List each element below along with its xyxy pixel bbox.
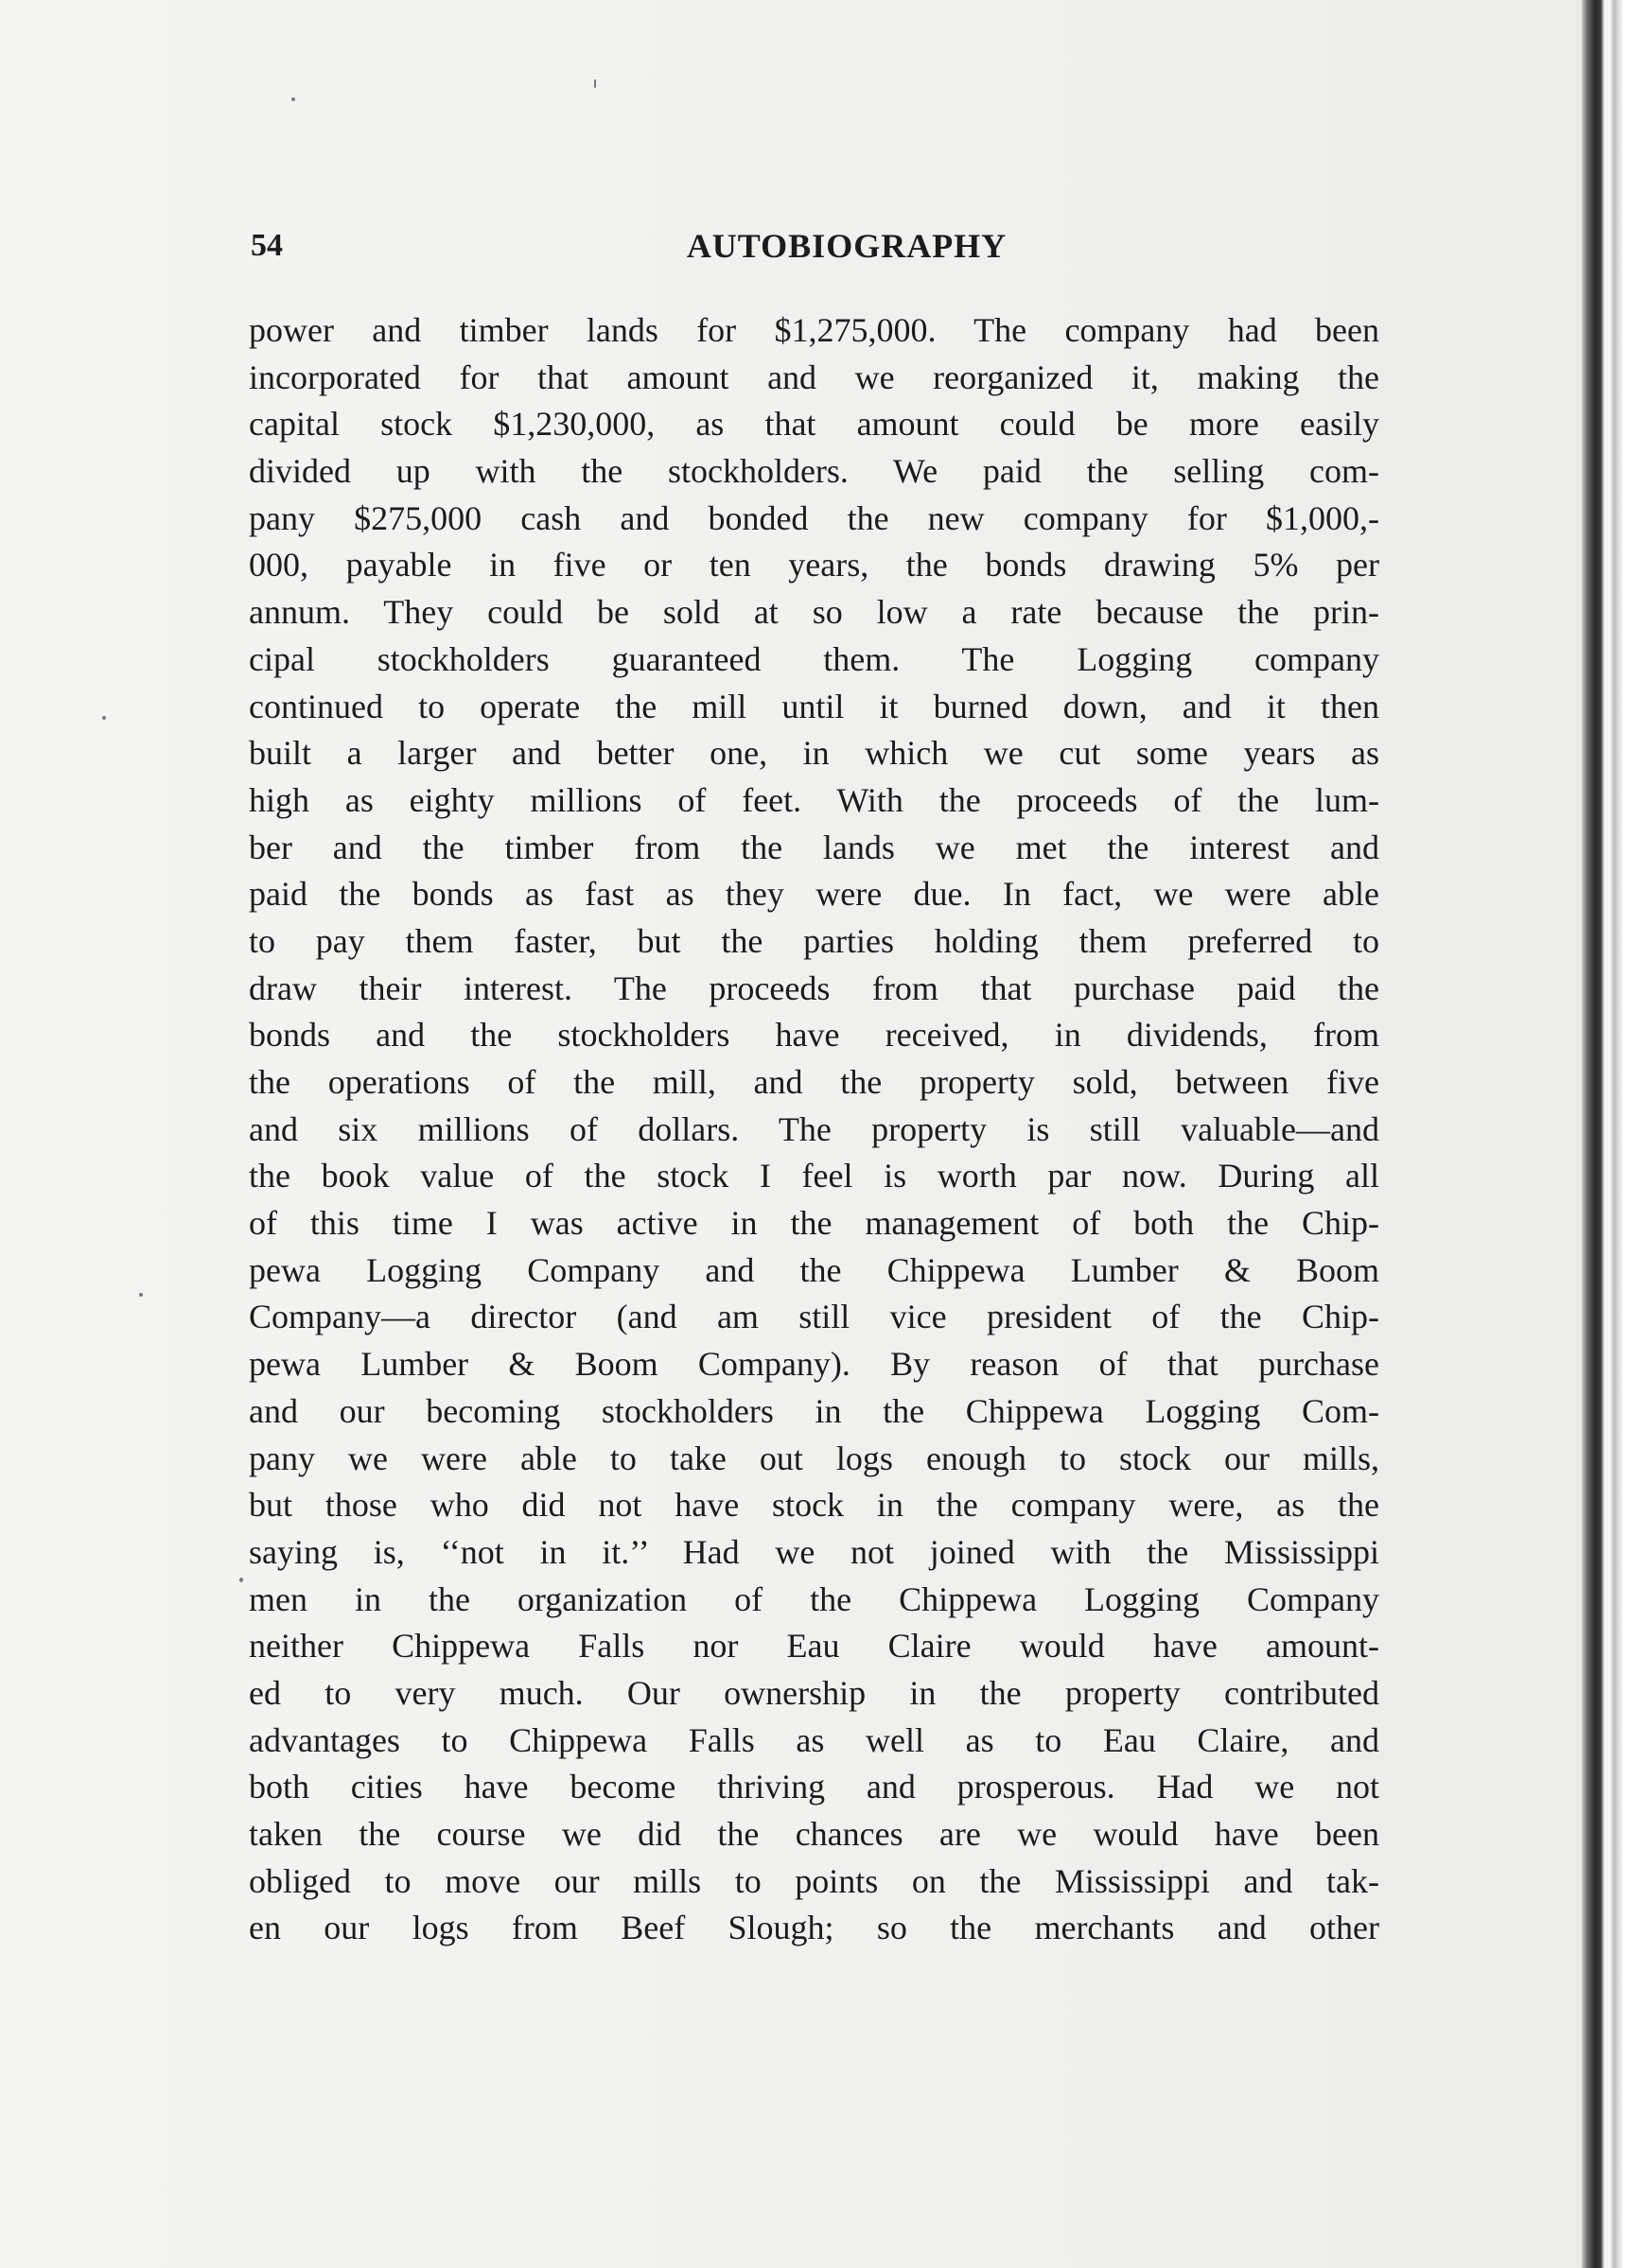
text-line: cipal stockholders guaranteed them. The Logging company <box>249 639 1379 678</box>
text-line: pewa Lumber & Boom Company). By reason of that purchase <box>249 1345 1379 1384</box>
text-line: annum. They could be sold at so low a rate because the prin- <box>249 593 1379 632</box>
text-line: divided up with the stockholders. We paid the selling com- <box>249 452 1379 491</box>
text-line: the book value of the stock I feel is worth par now. During all <box>249 1157 1379 1195</box>
text-line: en our logs from Beef Slough; so the merchants and other <box>249 1909 1379 1947</box>
text-line: ber and the timber from the lands we met the interest and <box>249 828 1379 866</box>
body-text <box>249 307 1379 1952</box>
text-line: high as eighty millions of feet. With the proceeds of the lum- <box>249 780 1379 819</box>
text-line: 000, payable in five or ten years, the bonds drawing 5% per <box>249 546 1379 584</box>
text-line: taken the course we did the chances are we would have been <box>249 1815 1379 1853</box>
text-line: power and timber lands for $1,275,000. The company had been <box>249 311 1379 349</box>
text-line: the operations of the mill, and the property sold, between five <box>249 1063 1379 1101</box>
text-line: Company—a director (and am still vice president of the Chip- <box>249 1298 1379 1336</box>
text-line: and our becoming stockholders in the Chippewa Logging Com- <box>249 1391 1379 1430</box>
text-line: advantages to Chippewa Falls as well as to Eau Claire, and <box>249 1720 1379 1759</box>
text-line: capital stock $1,230,000, as that amount could be more easily <box>249 405 1379 444</box>
text-line: neither Chippewa Falls nor Eau Claire would have amount- <box>249 1627 1379 1666</box>
text-line: and six millions of dollars. The property is still valuable—and <box>249 1109 1379 1148</box>
text-line: both cities have become thriving and prosperous. Had we not <box>249 1768 1379 1806</box>
text-line: continued to operate the mill until it burned down, and it then <box>249 687 1379 725</box>
text-line: draw their interest. The proceeds from that purchase paid the <box>249 968 1379 1007</box>
text-line: pany $275,000 cash and bonded the new company for $1,000,- <box>249 498 1379 537</box>
text-line: men in the organization of the Chippewa Logging Company <box>249 1579 1379 1618</box>
text-line: bonds and the stockholders have received, in dividends, from <box>249 1016 1379 1055</box>
text-line: saying is, ‘‘not in it.’’ Had we not joined with the Mississippi <box>249 1532 1379 1571</box>
running-title: AUTOBIOGRAPHY <box>686 227 1008 265</box>
text-line: ed to very much. Our ownership in the property contributed <box>249 1673 1379 1712</box>
text-line: obliged to move our mills to points on the Mississippi and tak- <box>249 1861 1379 1900</box>
text-line: paid the bonds as fast as they were due. In fact, we were able <box>249 875 1379 914</box>
text-line: pany we were able to take out logs enough to stock our mills, <box>249 1439 1379 1477</box>
text-line: pewa Logging Company and the Chippewa Lumber & Boom <box>249 1250 1379 1289</box>
binding-edge <box>1582 0 1648 2268</box>
text-line: built a larger and better one, in which we cut some years as <box>249 734 1379 773</box>
text-line: incorporated for that amount and we reorganized it, making the <box>249 358 1379 396</box>
page-number: 54 <box>251 228 283 263</box>
running-head <box>251 219 1381 272</box>
text-line: to pay them faster, but the parties holding them preferred to <box>249 921 1379 960</box>
text-line: but those who did not have stock in the company were, as the <box>249 1486 1379 1525</box>
text-line: of this time I was active in the management of both the Chip- <box>249 1204 1379 1243</box>
